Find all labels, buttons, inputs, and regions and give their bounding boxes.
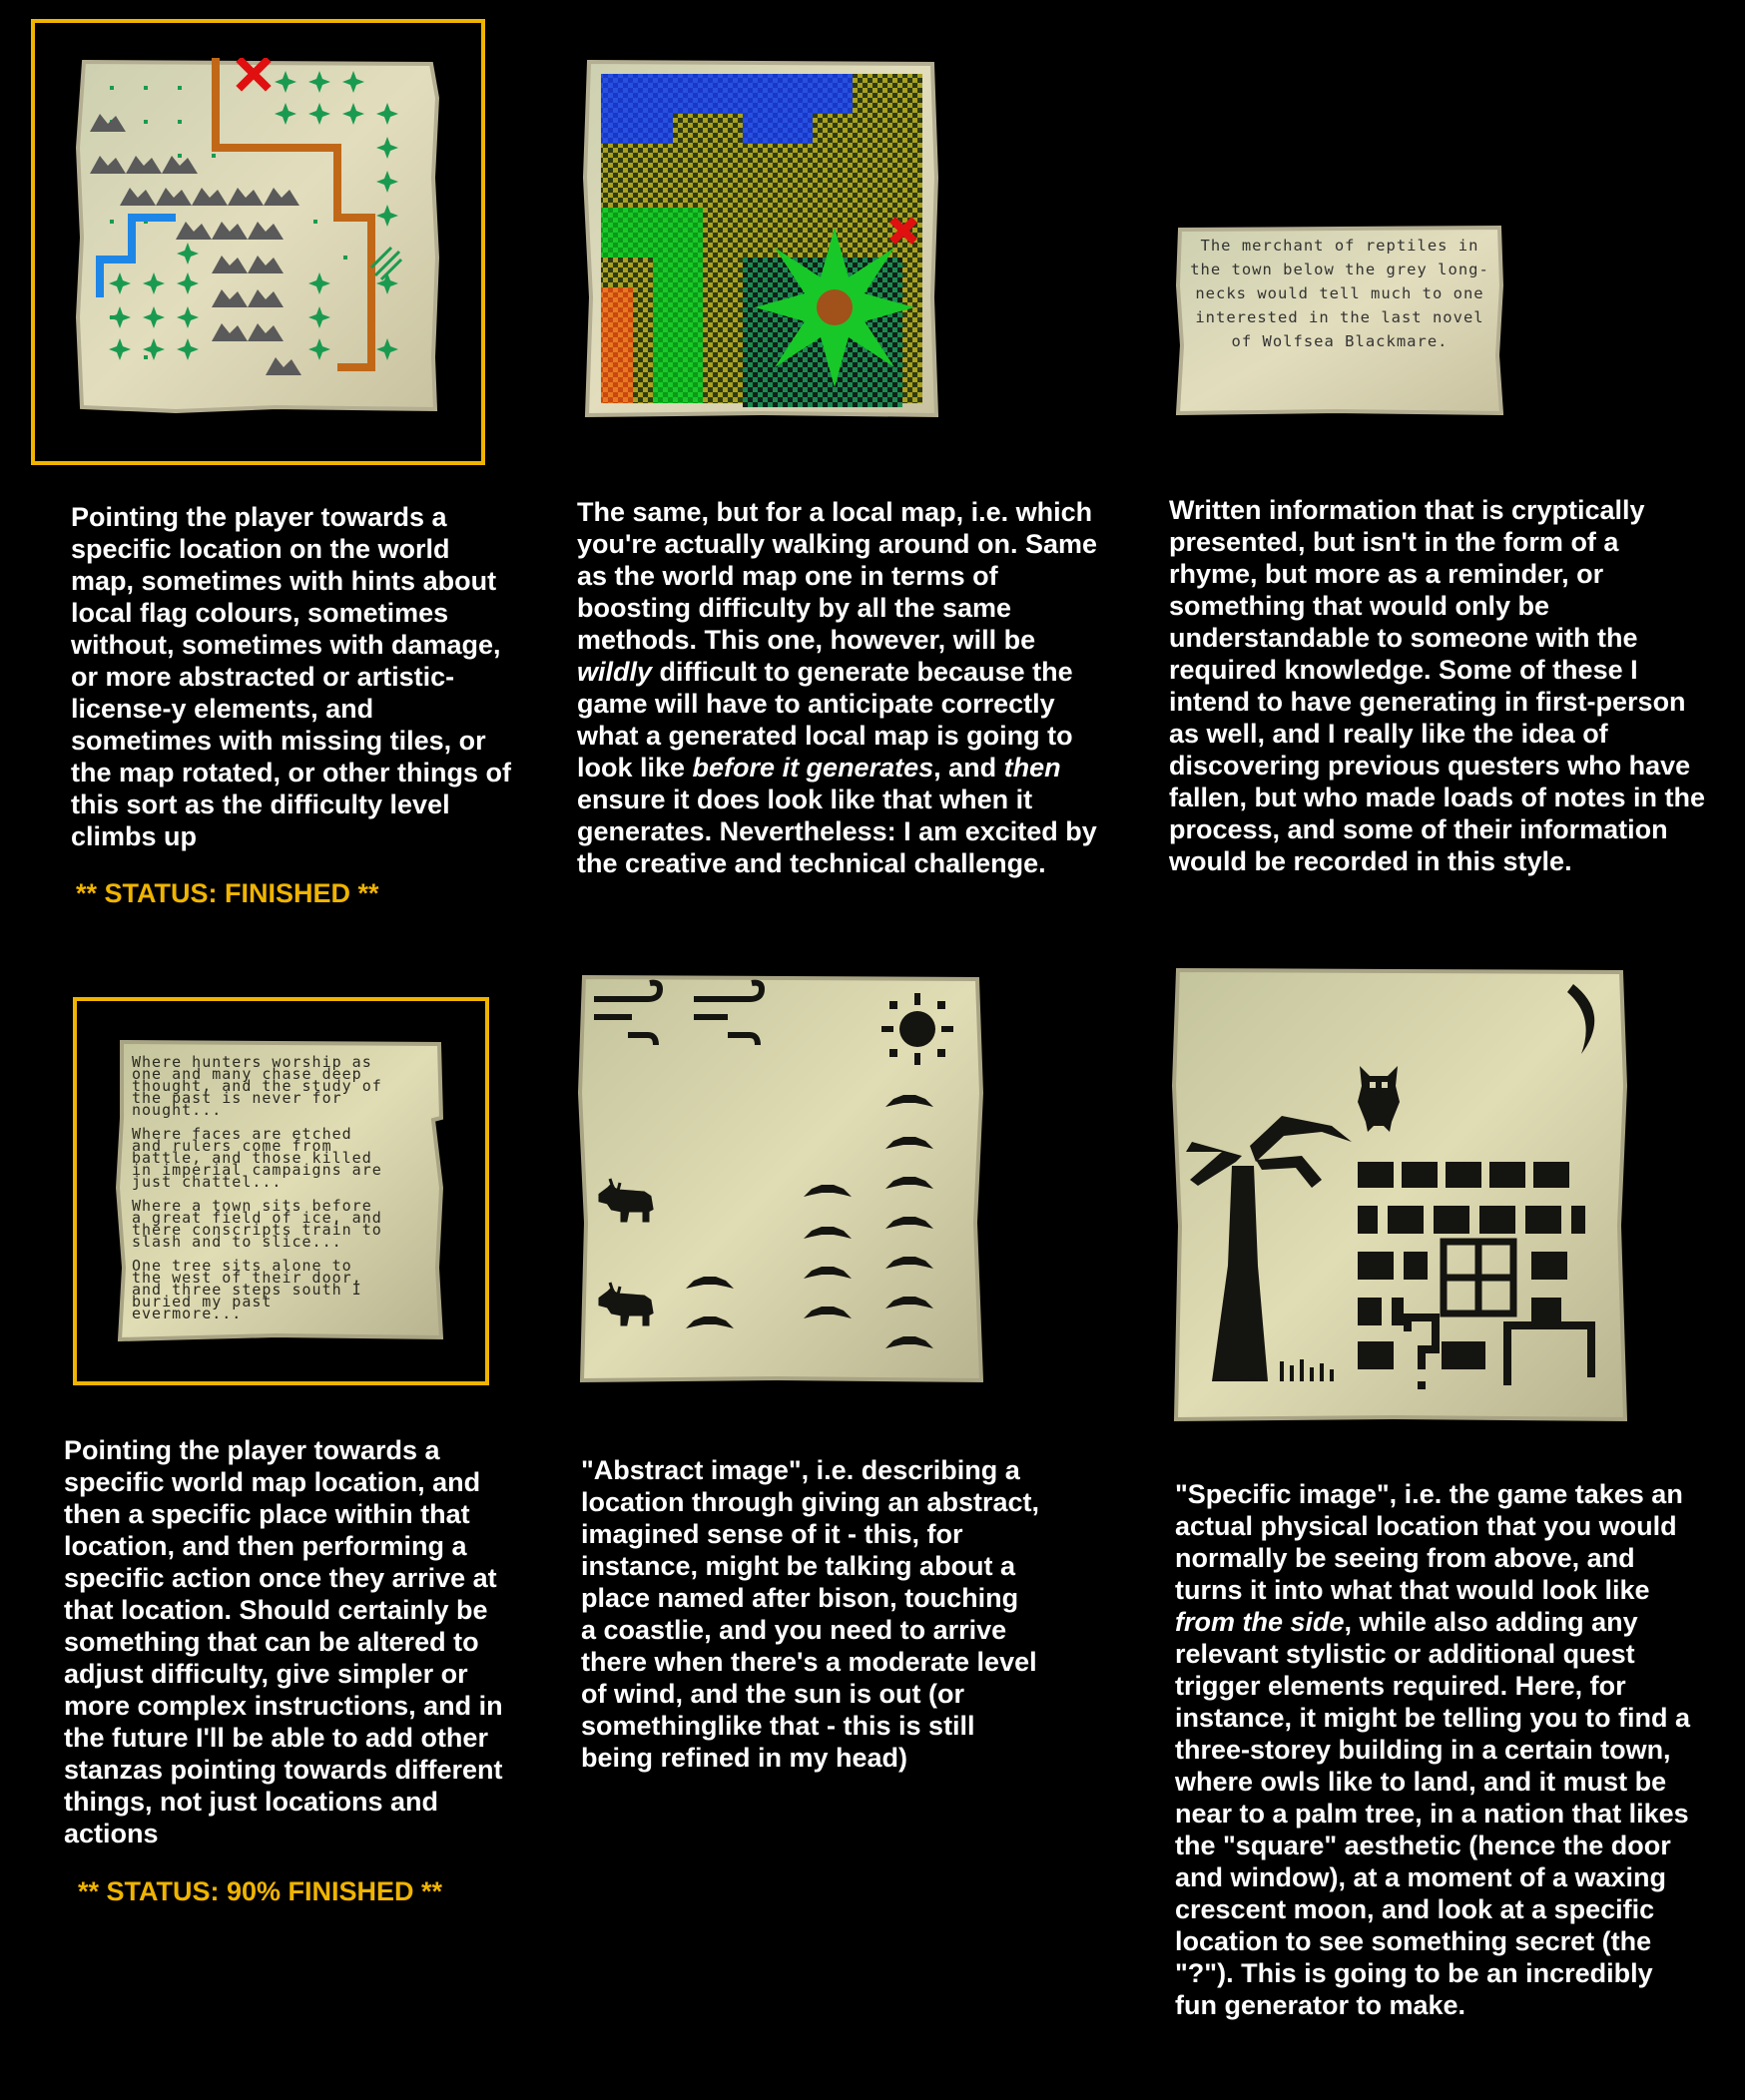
specific-image-illustration bbox=[1172, 966, 1627, 1423]
abstract-image-parchment bbox=[578, 973, 983, 1384]
written-info-description: Written information that is cryptically presented, but isn't in the form of a rhyme, but more as a reminder, or something that would only be understandable to someone with the required knowledge. Some of these I intend to have generating in first-person as well, and I really like the idea of discovering previous questers who have fallen, but who made loads of notes in the process, and some of their information would be recorded in this style. bbox=[1169, 495, 1706, 876]
stanza-1: Where hunters worship as one and many chase deep thought, and the study of the past is never for nought... bbox=[132, 1053, 382, 1119]
world-map-status: ** STATUS: FINISHED ** bbox=[76, 878, 379, 908]
abstract-image-description: "Abstract image", i.e. describing a location through giving an abstract, imagined sense of it - this, for instance, might be talking about a place named after bison, touching a coastlie, and you need to arrive there when there's a moderate level of wind, and the sun is out (or somethinglike that - this is still being refined in my head) bbox=[581, 1455, 1040, 1773]
written-info-note: The merchant of reptiles in the town below the grey long-necks would tell much to one interested in the last novel of Wolfsea Blackmare. bbox=[1190, 237, 1489, 350]
specific-image-description: "Specific image", i.e. the game takes an actual physical location that you would normally be seeing from above, and turns it into what that would look like from the side, while also adding any relevant stylistic or additional quest trigger elements required. Here, for instance, it might be telling you to find a three-storey building in a certain town, where owls like to land, and it must be near to a palm tree, in a nation that likes the "square" aesthetic (hence the door and window), at a moment of a waxing crescent moon, and look at a specific location to see something secret (the "?"). This is going to be an incredibly fun generator to make. bbox=[1175, 1479, 1691, 2020]
stanza-2: Where faces are etched and rulers come from battle, and those killed in imperial campaigns are just chattel... bbox=[132, 1125, 382, 1191]
world-map-description: Pointing the player towards a specific location on the world map, sometimes with hints about local flag colours, sometimes without, sometimes with damage, or more abstracted or artistic-license-y elements, and sometimes with missing tiles, or the map rotated, or other things of this sort as the difficulty level climbs up bbox=[71, 502, 512, 851]
abstract-image-illustration bbox=[578, 973, 983, 1384]
stanza-parchment bbox=[116, 1038, 445, 1341]
written-info-parchment bbox=[1176, 226, 1503, 415]
specific-image-parchment bbox=[1172, 966, 1627, 1423]
world-map-parchment bbox=[76, 58, 439, 413]
stanza-4: One tree sits alone to the west of their door, and three steps south I buried my past evermore... bbox=[132, 1257, 362, 1322]
stanza-3: Where a town sits before a great field of ice, and there conscripts train to slash and to slice... bbox=[132, 1197, 382, 1251]
stanzas-description: Pointing the player towards a specific world map location, and then a specific place within that location, and then performing a specific action once they arrive at that location. Should certainly be something that can be altered to adjust difficulty, give simpler or more complex instructions, and in the future I'll be able to add other stanzas pointing towards different things, not just locations and actions bbox=[64, 1435, 503, 1848]
giant-plant-icon bbox=[755, 228, 914, 387]
world-map-illustration bbox=[76, 58, 439, 413]
local-map-illustration bbox=[583, 58, 938, 419]
local-map-description: The same, but for a local map, i.e. which you're actually walking around on. Same as the world map one in terms of boosting difficulty by all the same methods. This one, however, will be wildly difficult to generate because the game will have to anticipate correctly what a generated local map is going to look like before it generates, and then ensure it does look like that when it generates. Nevertheless: I am excited by the creative and technical challenge. bbox=[577, 497, 1098, 878]
sun-icon bbox=[881, 993, 953, 1065]
local-map-parchment bbox=[583, 58, 938, 419]
stanza-poem bbox=[132, 1053, 437, 1331]
stanzas-status: ** STATUS: 90% FINISHED ** bbox=[78, 1876, 443, 1906]
